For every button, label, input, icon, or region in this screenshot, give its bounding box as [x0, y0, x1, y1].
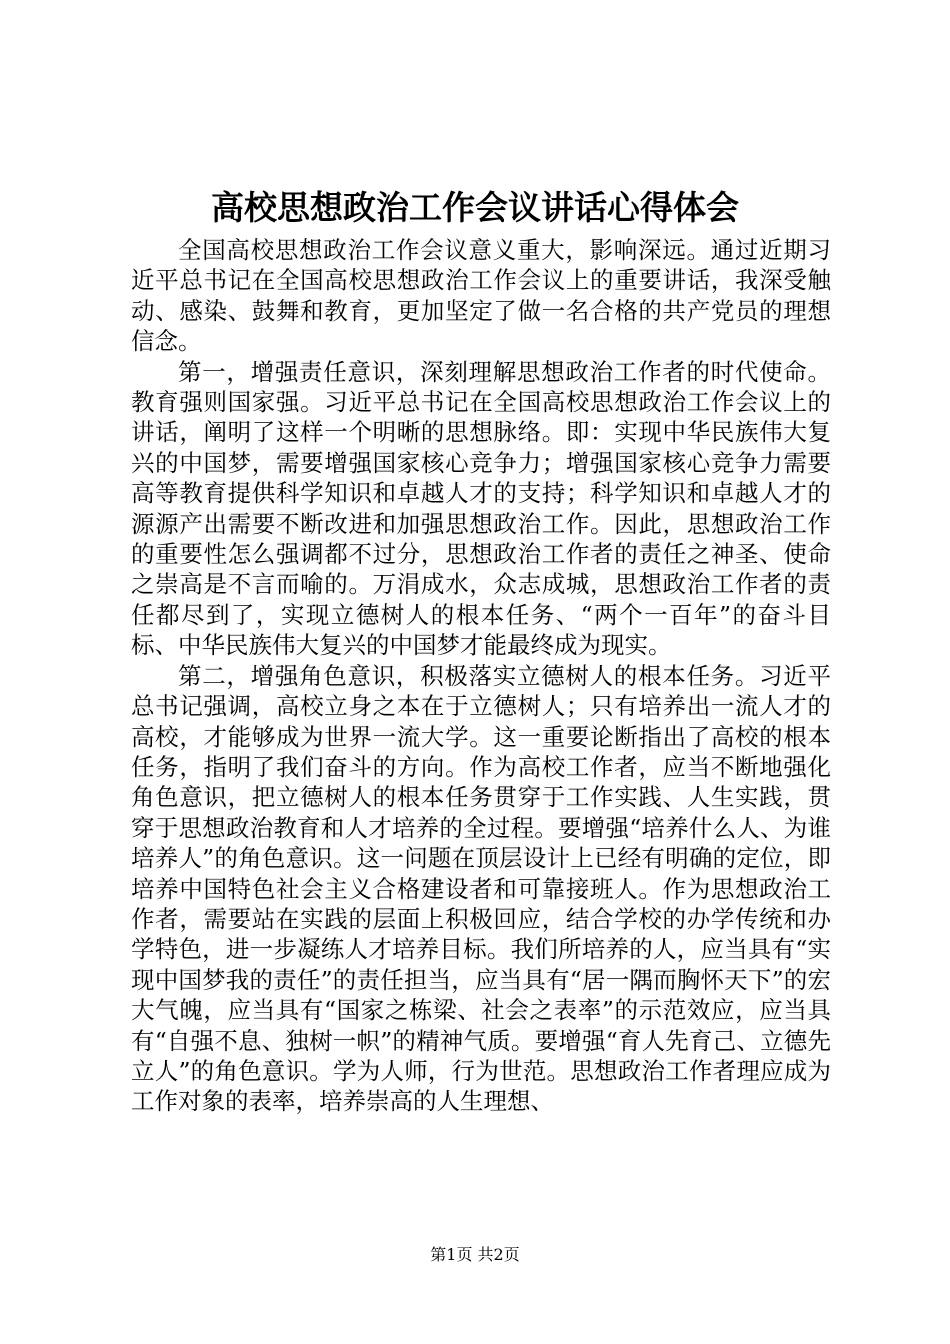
page-title: 高校思想政治工作会议讲话心得体会: [211, 188, 739, 227]
paragraph-intro: 全国高校思想政治工作会议意义重大，影响深远。通过近期习近平总书记在全国高校思想政治工作会议上的重要讲话，我深受触动、感染、鼓舞和教育，更加坚定了做一名合格的共产党员的理想信念。: [131, 236, 831, 356]
page-number: 第1页 共2页: [430, 1245, 520, 1264]
paragraph-second-point: 第二，增强角色意识，积极落实立德树人的根本任务。习近平总书记强调，高校立身之本在于立德树人；只有培养出一流人才的高校，才能够成为世界一流大学。这一重要论断指出了高校的根本任务，指明了我们奋斗的方向。作为高校工作者，应当不断地强化角色意识，把立德树人的根本任务贯穿于工作实践、人生实践，贯穿于思想政治教育和人才培养的全过程。要增强“培养什么人、为谁培养人”的角色意识。这一问题在顶层设计上已经有明确的定位，即培养中国特色社会主义合格建设者和可靠接班人。作为思想政治工作者，需要站在实践的层面上积极回应，结合学校的办学传统和办学特色，进一步凝练人才培养目标。我们所培养的人，应当具有“实现中国梦我的责任”的责任担当，应当具有“居一隅而胸怀天下”的宏大气魄，应当具有“国家之栋梁、社会之表率”的示范效应，应当具有“自强不息、独树一帜”的精神气质。要增强“育人先育己、立德先立人”的角色意识。学为人师，行为世范。思想政治工作者理应成为工作对象的表率，培养崇高的人生理想、: [131, 661, 831, 1116]
paragraph-first-point: 第一，增强责任意识，深刻理解思想政治工作者的时代使命。教育强则国家强。习近平总书记在全国高校思想政治工作会议上的讲话，阐明了这样一个明晰的思想脉络。即：实现中华民族伟大复兴的中国梦，需要增强国家核心竞争力；增强国家核心竞争力需要高等教育提供科学知识和卓越人才的支持；科学知识和卓越人才的源源产出需要不断改进和加强思想政治工作。因此，思想政治工作的重要性怎么强调都不过分，思想政治工作者的责任之神圣、使命之崇高是不言而喻的。万涓成水，众志成城，思想政治工作者的责任都尽到了，实现立德树人的根本任务、“两个一百年”的奋斗目标、中华民族伟大复兴的中国梦才能最终成为现实。: [131, 357, 831, 660]
document-body: [131, 235, 831, 1117]
page-footer: [0, 1244, 950, 1266]
